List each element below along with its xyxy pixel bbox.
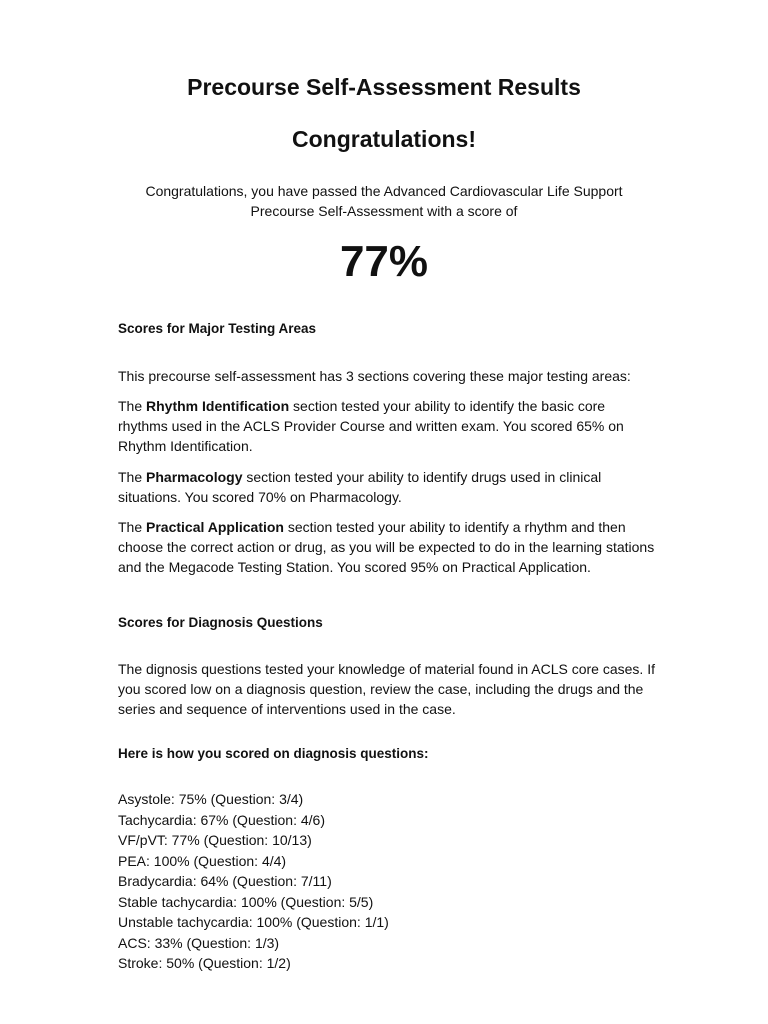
- section-description: section tested your ability to identify the basic core rhythms used in the ACLS Provider Course and written exam. You scored 65% on Rhythm Identification.: [118, 398, 624, 454]
- section-name: Pharmacology: [146, 469, 243, 485]
- pass-message: Congratulations, you have passed the Advanced Cardiovascular Life Support Precourse Self-Assessment with a score of: [145, 183, 623, 219]
- list-item: Tachycardia: 67% (Question: 4/6): [118, 811, 325, 828]
- list-item: Bradycardia: 64% (Question: 7/11): [118, 873, 332, 889]
- list-item: Stable tachycardia: 100% (Question: 5/5): [118, 893, 374, 910]
- section-description: section tested your ability to identify a rhythm and then choose the correct action or drug, as you will be expected to do in the learning stations and the Megacode Testing Station. You scored 95% on Practical Application.: [118, 519, 655, 575]
- section-name: Rhythm Identification: [146, 398, 290, 414]
- list-item: ACS: 33% (Question: 1/3): [118, 934, 280, 951]
- section-practical-application: [118, 517, 658, 577]
- list-item: Unstable tachycardia: 100% (Question: 1/1): [118, 914, 389, 930]
- overall-score: 77%: [339, 237, 429, 286]
- list-item: PEA: 100% (Question: 4/4): [118, 852, 287, 869]
- major-areas-intro: This precourse self-assessment has 3 sections covering these major testing areas:: [118, 368, 631, 384]
- section-prefix: The: [118, 469, 147, 485]
- diagnosis-intro: The dignosis questions tested your knowledge of material found in ACLS core cases. If you scored low on a diagnosis question, review the case, including the drugs and the series and sequence of interventions used in the case.: [118, 661, 655, 717]
- section-name: Practical Application: [146, 519, 284, 535]
- section-prefix: The: [118, 519, 147, 535]
- list-item: Asystole: 75% (Question: 3/4): [118, 791, 304, 807]
- major-areas-heading: Scores for Major Testing Areas: [118, 321, 317, 336]
- section-prefix: The: [118, 398, 147, 414]
- list-item: Stroke: 50% (Question: 1/2): [118, 955, 291, 971]
- diagnosis-heading: Scores for Diagnosis Questions: [118, 615, 323, 630]
- diagnosis-list-heading: Here is how you scored on diagnosis questions:: [118, 746, 429, 761]
- page-title: Precourse Self-Assessment Results: [187, 74, 581, 100]
- diagnosis-results-list: [118, 789, 618, 974]
- section-description: section tested your ability to identify drugs used in clinical situations. You scored 70% on Pharmacology.: [118, 469, 602, 505]
- section-rhythm-identification: [118, 396, 658, 456]
- congratulations-heading: Congratulations!: [292, 126, 476, 152]
- section-pharmacology: [118, 467, 658, 507]
- list-item: VF/pVT: 77% (Question: 10/13): [118, 832, 312, 848]
